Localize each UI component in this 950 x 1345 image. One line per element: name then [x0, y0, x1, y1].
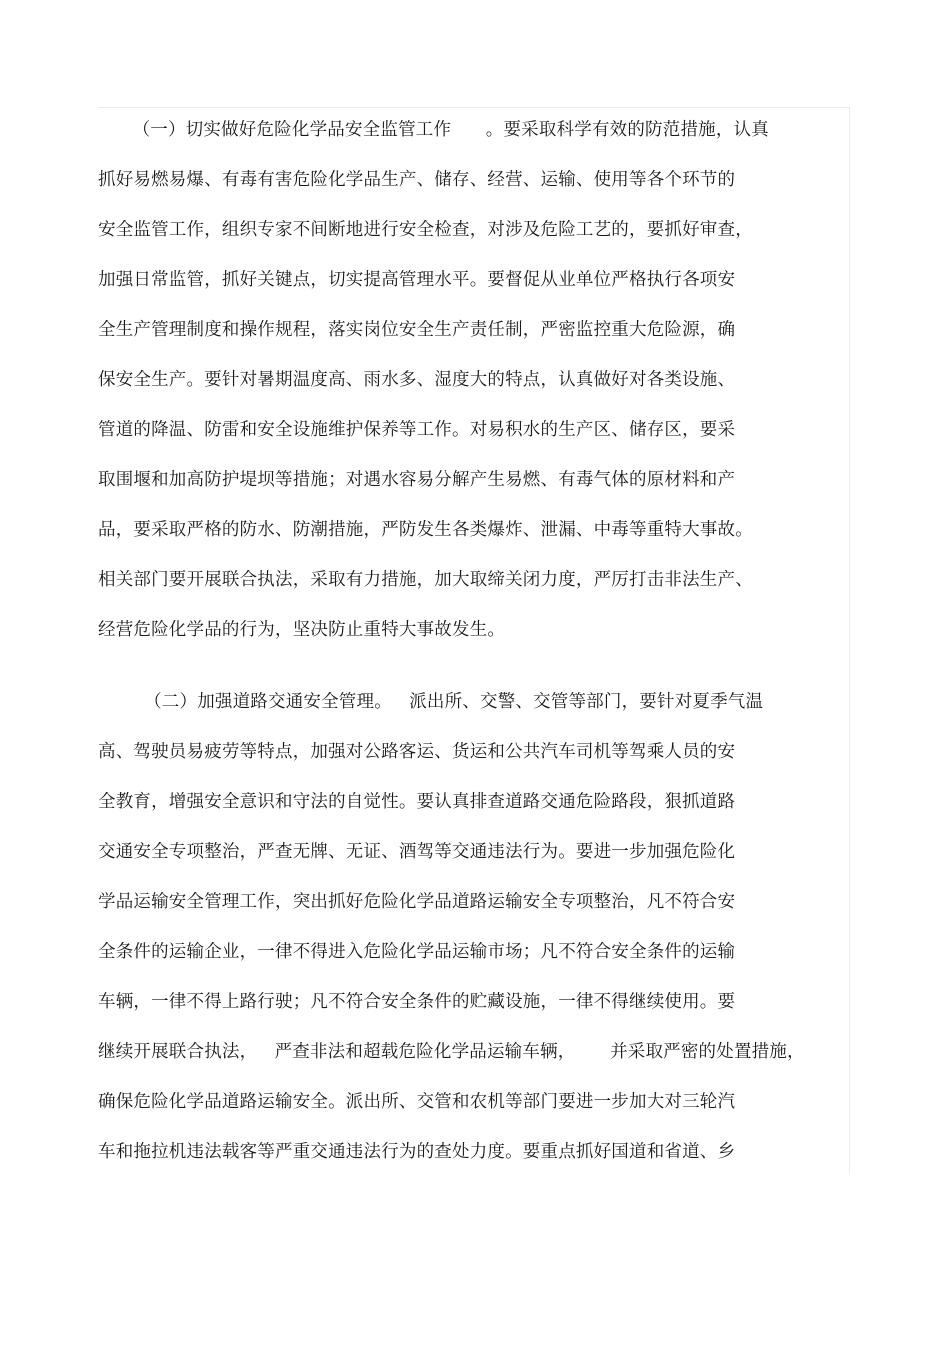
text-line: 全生产管理制度和操作规程，落实岗位安全生产责任制，严密监控重大危险源，确	[98, 320, 736, 340]
text-line: 相关部门要开展联合执法，采取有力措施，加大取缔关闭力度，严厉打击非法生产、	[98, 570, 753, 590]
text-line: 继续开展联合执法， 严查非法和超载危险化学品运输车辆， 并采取严密的处置措施，	[98, 1042, 805, 1062]
text-line: 经营危险化学品的行为，坚决防止重特大事故发生。	[98, 620, 506, 640]
text-line: 全条件的运输企业，一律不得进入危险化学品运输市场；凡不符合安全条件的运输	[98, 942, 736, 962]
text-line: 安全监管工作，组织专家不间断地进行安全检查，对涉及危险工艺的，要抓好审查，	[98, 220, 753, 240]
text-line: 学品运输安全管理工作，突出抓好危险化学品道路运输安全专项整治，凡不符合安	[98, 892, 736, 912]
text-line: 全教育，增强安全意识和守法的自觉性。要认真排查道路交通危险路段，狠抓道路	[98, 792, 736, 812]
paragraph-road-traffic-safety	[98, 677, 838, 1177]
text-line: 取围堰和加高防护堤坝等措施；对遇水容易分解产生易燃、有毒气体的原材料和产	[98, 470, 736, 490]
paragraph-hazardous-chemicals	[98, 105, 838, 655]
text-line: 品，要采取严格的防水、防潮措施，严防发生各类爆炸、泄漏、中毒等重特大事故。	[98, 520, 753, 540]
text-line: （一）切实做好危险化学品安全监管工作 。要采取科学有效的防范措施，认真	[98, 120, 769, 140]
text-line: 管道的降温、防雷和安全设施维护保养等工作。对易积水的生产区、储存区，要采	[98, 420, 736, 440]
text-line: 确保危险化学品道路运输安全。派出所、交管和农机等部门要进一步加大对三轮汽	[98, 1092, 736, 1112]
text-line: 抓好易燃易爆、有毒有害危险化学品生产、储存、经营、运输、使用等各个环节的	[98, 170, 736, 190]
text-line: 加强日常监管，抓好关键点，切实提高管理水平。要督促从业单位严格执行各项安	[98, 270, 736, 290]
text-line: 高、驾驶员易疲劳等特点，加强对公路客运、货运和公共汽车司机等驾乘人员的安	[98, 742, 736, 762]
text-line: 车辆，一律不得上路行驶；凡不符合安全条件的贮藏设施，一律不得继续使用。要	[98, 992, 736, 1012]
text-line: 保安全生产。要针对暑期温度高、雨水多、湿度大的特点，认真做好对各类设施、	[98, 370, 736, 390]
text-line: 车和拖拉机违法载客等严重交通违法行为的查处力度。要重点抓好国道和省道、乡	[98, 1142, 736, 1162]
text-line: 交通安全专项整治，严查无牌、无证、酒驾等交通违法行为。要进一步加强危险化	[98, 842, 736, 862]
text-line: （二）加强道路交通安全管理。 派出所、交警、交管等部门，要针对夏季气温	[98, 692, 764, 712]
